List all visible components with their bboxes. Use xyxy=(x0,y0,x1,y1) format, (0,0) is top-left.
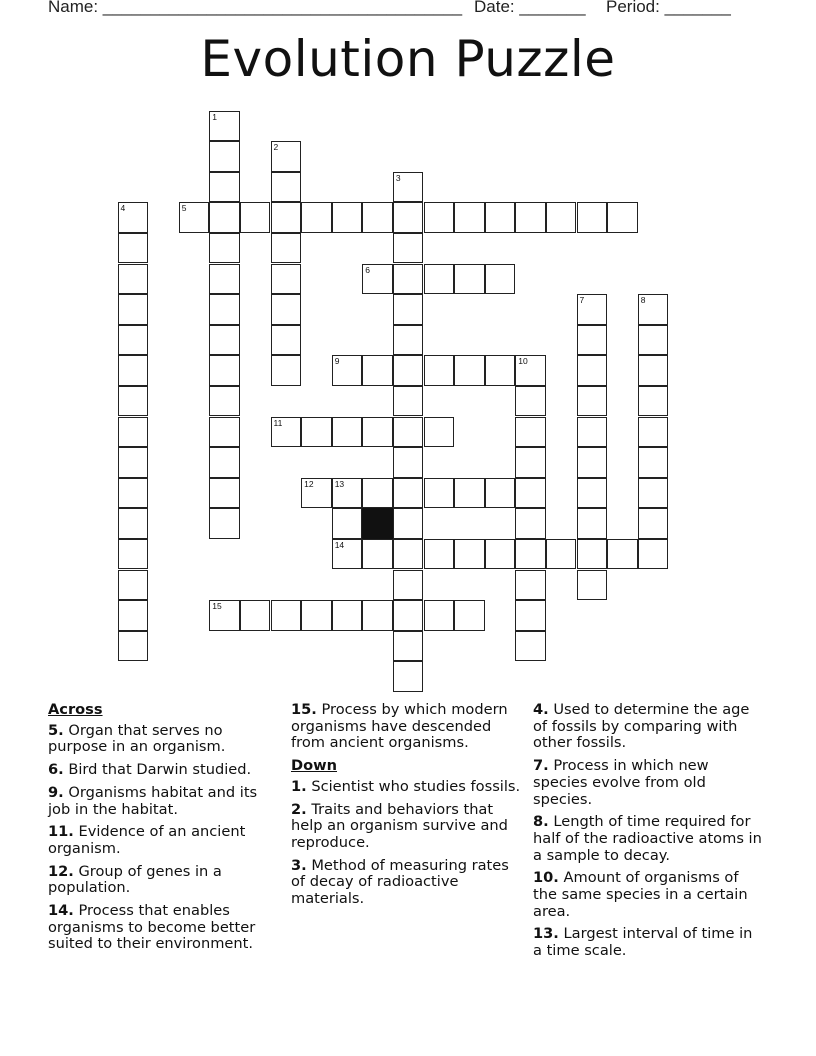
grid-cell[interactable] xyxy=(393,600,424,631)
grid-cell[interactable] xyxy=(393,570,424,601)
grid-cell[interactable] xyxy=(209,111,240,142)
grid-cell[interactable] xyxy=(362,355,393,386)
grid-cell[interactable] xyxy=(301,600,332,631)
grid-cell[interactable] xyxy=(638,386,669,417)
cell-number: 4 xyxy=(120,203,126,214)
grid-cell[interactable] xyxy=(485,264,516,295)
cell-number: 11 xyxy=(273,417,283,428)
grid-cell[interactable] xyxy=(515,478,546,509)
grid-cell[interactable] xyxy=(454,355,485,386)
grid-cell[interactable] xyxy=(638,447,669,478)
clue-text: Amount of organisms of the same species in a certain area. xyxy=(533,869,748,920)
grid-cell[interactable] xyxy=(362,600,393,631)
grid-cell[interactable] xyxy=(393,447,424,478)
grid-cell[interactable] xyxy=(271,141,302,172)
cell-number: 9 xyxy=(334,356,340,367)
grid-cell[interactable] xyxy=(271,417,302,448)
grid-cell[interactable] xyxy=(118,600,149,631)
clue-across-15 xyxy=(291,702,523,752)
clue-down-13 xyxy=(533,926,765,959)
clue-down-7 xyxy=(533,758,765,808)
grid-cell[interactable] xyxy=(362,202,393,233)
clue-number: 2. xyxy=(291,800,307,818)
clue-number: 6. xyxy=(48,761,64,779)
clue-down-8 xyxy=(533,814,765,864)
grid-cell[interactable] xyxy=(118,417,149,448)
grid-cell[interactable] xyxy=(209,386,240,417)
grid-cell[interactable] xyxy=(515,508,546,539)
grid-cell[interactable] xyxy=(118,264,149,295)
grid-cell[interactable] xyxy=(424,600,455,631)
grid-cell[interactable] xyxy=(118,294,149,325)
grid-cell[interactable] xyxy=(638,508,669,539)
grid-cell[interactable] xyxy=(209,172,240,203)
grid-cell[interactable] xyxy=(515,447,546,478)
clue-across-12 xyxy=(48,864,276,897)
cell-number: 14 xyxy=(334,539,345,550)
grid-cell[interactable] xyxy=(271,294,302,325)
grid-cell[interactable] xyxy=(546,539,577,570)
clue-text: Process in which new species evolve from old species. xyxy=(533,757,709,808)
grid-cell[interactable] xyxy=(424,417,455,448)
grid-cell[interactable] xyxy=(515,631,546,662)
grid-cell[interactable] xyxy=(454,202,485,233)
name-field[interactable]: Name: ______________________________________ xyxy=(48,0,463,16)
grid-cell[interactable] xyxy=(118,202,149,233)
clue-text: Process that enables organisms to become better suited to their environment. xyxy=(48,902,256,953)
clue-down-10 xyxy=(533,870,765,920)
grid-cell[interactable] xyxy=(332,417,363,448)
grid-cell[interactable] xyxy=(209,355,240,386)
clue-number: 14. xyxy=(48,902,74,920)
grid-cell[interactable] xyxy=(393,325,424,356)
grid-cell[interactable] xyxy=(393,631,424,662)
grid-cell[interactable] xyxy=(209,202,240,233)
grid-cell[interactable] xyxy=(332,600,363,631)
clue-across-6 xyxy=(48,762,276,779)
grid-cell[interactable] xyxy=(240,202,271,233)
grid-cell[interactable] xyxy=(424,264,455,295)
grid-cell[interactable] xyxy=(454,264,485,295)
grid-cell[interactable] xyxy=(118,447,149,478)
clue-number: 7. xyxy=(533,757,549,775)
grid-cell[interactable] xyxy=(393,508,424,539)
grid-cell[interactable] xyxy=(577,325,608,356)
grid-cell[interactable] xyxy=(638,478,669,509)
grid-cell[interactable] xyxy=(393,539,424,570)
grid-cell[interactable] xyxy=(638,417,669,448)
clue-number: 3. xyxy=(291,856,307,874)
grid-cell[interactable] xyxy=(515,600,546,631)
clue-text: Scientist who studies fossils. xyxy=(311,777,521,795)
clue-down-1 xyxy=(291,779,523,796)
clue-down-4 xyxy=(533,702,765,752)
grid-cell[interactable] xyxy=(577,570,608,601)
grid-cell[interactable] xyxy=(271,355,302,386)
grid-cell[interactable] xyxy=(209,264,240,295)
grid-cell[interactable] xyxy=(118,325,149,356)
grid-cell[interactable] xyxy=(424,355,455,386)
clues-column-2 xyxy=(291,702,523,914)
grid-cell[interactable] xyxy=(301,417,332,448)
clue-number: 5. xyxy=(48,721,64,739)
grid-cell[interactable] xyxy=(209,600,240,631)
grid-cell[interactable] xyxy=(515,539,546,570)
grid-cell[interactable] xyxy=(118,631,149,662)
date-field[interactable]: Date: _______ xyxy=(474,0,586,16)
grid-cell[interactable] xyxy=(393,172,424,203)
grid-cell[interactable] xyxy=(209,141,240,172)
grid-cell[interactable] xyxy=(638,294,669,325)
grid-cell[interactable] xyxy=(301,202,332,233)
clue-text: Process by which modern organisms have descended from ancient organisms. xyxy=(291,701,508,752)
grid-cell[interactable] xyxy=(485,539,516,570)
grid-cell[interactable] xyxy=(209,508,240,539)
grid-cell[interactable] xyxy=(577,508,608,539)
grid-cell[interactable] xyxy=(577,202,608,233)
cell-number: 6 xyxy=(365,264,371,275)
grid-cell[interactable] xyxy=(271,325,302,356)
clue-text: Traits and behaviors that help an organism survive and reproduce. xyxy=(291,800,508,851)
grid-cell[interactable] xyxy=(393,478,424,509)
page-title: Evolution Puzzle xyxy=(200,30,616,88)
grid-cell[interactable] xyxy=(577,417,608,448)
grid-cell[interactable] xyxy=(546,202,577,233)
clue-number: 11. xyxy=(48,823,74,841)
grid-cell[interactable] xyxy=(577,478,608,509)
clue-number: 8. xyxy=(533,813,549,831)
grid-cell[interactable] xyxy=(301,478,332,509)
cell-number: 15 xyxy=(212,601,222,612)
grid-cell[interactable] xyxy=(485,478,516,509)
grid-cell[interactable] xyxy=(485,355,516,386)
period-field[interactable]: Period: _______ xyxy=(606,0,731,16)
grid-cell[interactable] xyxy=(454,539,485,570)
grid-cell[interactable] xyxy=(118,539,149,570)
grid-cell[interactable] xyxy=(118,233,149,264)
clue-text: Organisms habitat and its job in the habitat. xyxy=(48,783,258,818)
clue-text: Method of measuring rates of decay of radioactive materials. xyxy=(291,856,509,908)
cell-number: 1 xyxy=(212,111,218,122)
grid-cell[interactable] xyxy=(607,202,638,233)
grid-cell[interactable] xyxy=(638,355,669,386)
grid-cell[interactable] xyxy=(454,478,485,509)
clue-number: 13. xyxy=(533,925,559,943)
clue-text: Used to determine the age of fossils by comparing with other fossils. xyxy=(533,701,750,752)
cell-number: 5 xyxy=(181,203,187,214)
grid-cell[interactable] xyxy=(209,447,240,478)
grid-cell[interactable] xyxy=(515,570,546,601)
across-heading: Across xyxy=(48,701,103,718)
grid-cell[interactable] xyxy=(515,202,546,233)
clue-down-2 xyxy=(291,802,523,852)
grid-cell[interactable] xyxy=(362,539,393,570)
down-heading: Down xyxy=(291,757,338,775)
grid-cell[interactable] xyxy=(271,172,302,203)
grid-cell[interactable] xyxy=(118,508,149,539)
grid-cell[interactable] xyxy=(332,478,363,509)
grid-cell[interactable] xyxy=(271,202,302,233)
grid-cell[interactable] xyxy=(362,417,393,448)
grid-cell[interactable] xyxy=(638,325,669,356)
grid-cell[interactable] xyxy=(577,294,608,325)
grid-cell[interactable] xyxy=(393,386,424,417)
grid-cell[interactable] xyxy=(332,508,363,539)
grid-cell[interactable] xyxy=(393,264,424,295)
clue-number: 12. xyxy=(48,862,74,880)
grid-cell[interactable] xyxy=(577,386,608,417)
grid-cell[interactable] xyxy=(209,325,240,356)
cell-number: 13 xyxy=(334,478,345,489)
grid-cell[interactable] xyxy=(515,355,546,386)
clue-text: Length of time required for half of the radioactive atoms in a sample to decay. xyxy=(533,813,762,864)
grid-cell[interactable] xyxy=(118,386,149,417)
grid-cell[interactable] xyxy=(118,478,149,509)
grid-cell[interactable] xyxy=(362,478,393,509)
cell-number: 3 xyxy=(395,172,401,183)
cell-number: 2 xyxy=(273,142,279,153)
cell-number: 8 xyxy=(640,295,646,306)
grid-cell[interactable] xyxy=(393,661,424,692)
grid-cell[interactable] xyxy=(424,202,455,233)
grid-cell[interactable] xyxy=(118,355,149,386)
grid-cell[interactable] xyxy=(332,355,363,386)
grid-cell[interactable] xyxy=(271,264,302,295)
grid-cell[interactable] xyxy=(577,355,608,386)
grid-cell[interactable] xyxy=(424,539,455,570)
clue-across-14 xyxy=(48,903,276,953)
grid-cell[interactable] xyxy=(271,600,302,631)
grid-cell[interactable] xyxy=(515,386,546,417)
grid-cell[interactable] xyxy=(485,202,516,233)
grid-cell[interactable] xyxy=(271,233,302,264)
clue-number: 4. xyxy=(533,701,549,718)
clue-number: 1. xyxy=(291,777,307,795)
clues-column-1 xyxy=(48,702,276,959)
clue-number: 9. xyxy=(48,783,64,801)
grid-cell[interactable] xyxy=(607,539,638,570)
blocked-cell xyxy=(362,508,393,539)
clue-text: Bird that Darwin studied. xyxy=(68,761,252,779)
grid-cell[interactable] xyxy=(393,417,424,448)
clues-column-3 xyxy=(533,702,765,966)
grid-cell[interactable] xyxy=(332,539,363,570)
grid-cell[interactable] xyxy=(209,233,240,264)
grid-cell[interactable] xyxy=(577,539,608,570)
clue-text: Largest interval of time in a time scale. xyxy=(533,925,753,960)
grid-cell[interactable] xyxy=(332,202,363,233)
grid-cell[interactable] xyxy=(424,478,455,509)
grid-cell[interactable] xyxy=(393,294,424,325)
grid-cell[interactable] xyxy=(209,294,240,325)
grid-cell[interactable] xyxy=(240,600,271,631)
grid-cell[interactable] xyxy=(393,355,424,386)
grid-cell[interactable] xyxy=(209,417,240,448)
grid-cell[interactable] xyxy=(393,202,424,233)
clue-across-9 xyxy=(48,785,276,818)
clue-across-5 xyxy=(48,723,276,756)
cell-number: 10 xyxy=(518,356,528,367)
grid-cell[interactable] xyxy=(118,570,149,601)
grid-cell[interactable] xyxy=(638,539,669,570)
clue-text: Group of genes in a population. xyxy=(48,862,222,897)
grid-cell[interactable] xyxy=(209,478,240,509)
cell-number: 12 xyxy=(304,478,314,489)
clue-text: Evidence of an ancient organism. xyxy=(48,823,246,857)
grid-cell[interactable] xyxy=(515,417,546,448)
grid-cell[interactable] xyxy=(454,600,485,631)
grid-cell[interactable] xyxy=(577,447,608,478)
clue-down-3 xyxy=(291,858,523,908)
cell-number: 7 xyxy=(579,295,585,306)
grid-cell[interactable] xyxy=(179,202,210,233)
clue-number: 15. xyxy=(291,701,317,718)
grid-cell[interactable] xyxy=(393,233,424,264)
clue-across-11 xyxy=(48,824,276,857)
grid-cell[interactable] xyxy=(362,264,393,295)
clue-number: 10. xyxy=(533,869,559,887)
clue-text: Organ that serves no purpose in an organism. xyxy=(48,721,226,756)
